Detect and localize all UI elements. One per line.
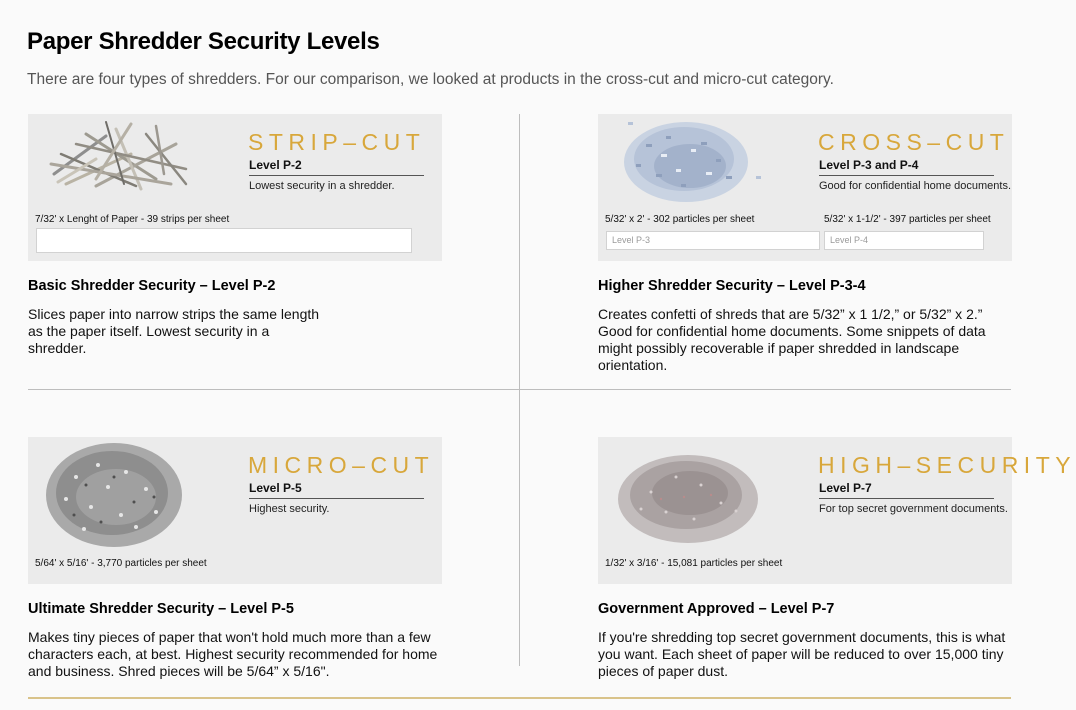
strip-level-input[interactable] bbox=[36, 228, 412, 253]
card-description: Good for confidential home documents. bbox=[819, 180, 1012, 192]
page-title: Paper Shredder Security Levels bbox=[27, 28, 380, 55]
level-code: Level P-5 bbox=[249, 481, 302, 495]
cut-name: HIGH–SECURITY bbox=[818, 452, 1076, 478]
section-heading: Government Approved – Level P-7 bbox=[598, 601, 835, 617]
level-code: Level P-7 bbox=[819, 481, 872, 495]
section-micro-cut bbox=[28, 437, 442, 680]
section-heading: Basic Shredder Security – Level P-2 bbox=[28, 278, 276, 294]
section-body: Makes tiny pieces of paper that won't hold much more than a few characters each, at best. Highest security recommended for home and business. Shred pieces will be 5/64” x 5/16". bbox=[28, 629, 438, 679]
horizontal-divider bbox=[28, 389, 1011, 390]
cut-name: STRIP–CUT bbox=[248, 129, 426, 155]
section-high-security bbox=[598, 437, 1076, 680]
level-p4-input[interactable]: Level P-4 bbox=[824, 231, 984, 250]
section-body: Slices paper into narrow strips the same length as the paper itself. Lowest security in a shredder. bbox=[28, 306, 320, 356]
section-strip-cut bbox=[28, 114, 442, 357]
section-body: Creates confetti of shreds that are 5/32” x 1 1/2,” or 5/32” x 2.” Good for confidential home documents. Some snippets of data might possibly recoverable if paper shredded in landscape orientation. bbox=[598, 306, 986, 373]
page-subtitle: There are four types of shredders. For our comparison, we looked at products in the cross-cut and micro-cut category. bbox=[27, 71, 834, 88]
spec-label-p4: 5/32' x 1-1/2' - 397 particles per sheet bbox=[824, 214, 991, 225]
spec-label-p3: 5/32' x 2' - 302 particles per sheet bbox=[605, 214, 755, 225]
strip-cut-card bbox=[28, 114, 442, 261]
card-description: Highest security. bbox=[249, 503, 330, 515]
card-description: Lowest security in a shredder. bbox=[249, 180, 395, 192]
cut-name: MICRO–CUT bbox=[248, 452, 435, 478]
paper-dust-pile-icon bbox=[606, 437, 766, 555]
micro-cut-particles-pile-icon bbox=[36, 437, 196, 555]
level-p3-input[interactable]: Level P-3 bbox=[606, 231, 820, 250]
card-description: For top secret government documents. bbox=[819, 503, 1008, 515]
cross-cut-confetti-pile-icon bbox=[606, 114, 766, 214]
level-code: Level P-2 bbox=[249, 158, 302, 172]
vertical-divider bbox=[519, 114, 520, 666]
strip-shreds-pile-icon bbox=[36, 114, 196, 214]
spec-label: 5/64' x 5/16' - 3,770 particles per sheet bbox=[35, 558, 207, 569]
cross-cut-card bbox=[598, 114, 1012, 261]
section-heading: Higher Shredder Security – Level P-3-4 bbox=[598, 278, 866, 294]
level-code: Level P-3 and P-4 bbox=[819, 158, 919, 172]
spec-label: 1/32' x 3/16' - 15,081 particles per sheet bbox=[605, 558, 783, 569]
footer-rule bbox=[28, 697, 1011, 699]
micro-cut-card bbox=[28, 437, 442, 584]
card-rule bbox=[249, 175, 424, 176]
section-cross-cut bbox=[598, 114, 1012, 374]
card-rule bbox=[819, 498, 994, 499]
card-rule bbox=[249, 498, 424, 499]
spec-label: 7/32' x Lenght of Paper - 39 strips per sheet bbox=[35, 214, 230, 225]
section-heading: Ultimate Shredder Security – Level P-5 bbox=[28, 601, 294, 617]
cut-name: CROSS–CUT bbox=[818, 129, 1010, 155]
high-security-card bbox=[598, 437, 1076, 584]
section-body: If you're shredding top secret government documents, this is what you want. Each sheet of paper will be reduced to over 15,000 tiny pieces of paper dust. bbox=[598, 629, 1006, 679]
card-rule bbox=[819, 175, 994, 176]
